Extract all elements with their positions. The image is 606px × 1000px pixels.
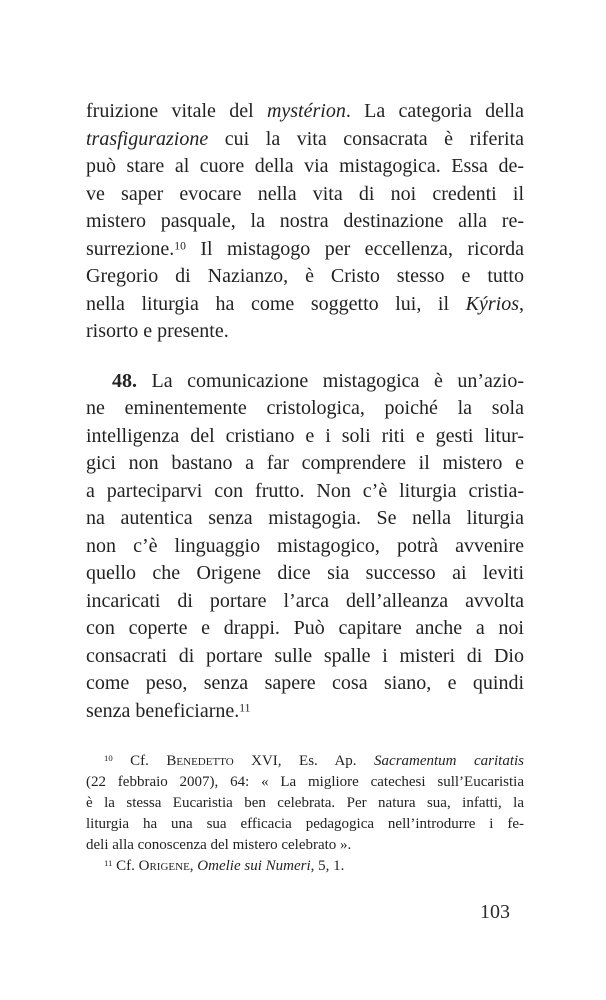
text-line [86,368,524,396]
paragraph-continuation [86,98,524,346]
text-segment: non c’è linguaggio mistagogico, potrà avvenire [86,534,524,557]
footnote-line [86,793,524,814]
text-line [86,533,524,561]
text-segment: na autentica senza mistagogia. Se nella liturgia [86,507,524,529]
footnote-10 [86,751,524,856]
superscript-note-ref: 11 [104,857,113,868]
superscript-note-ref: 11 [239,700,251,714]
footnote-line [86,751,524,772]
text-segment: cui la vita consacrata è riferita [208,127,524,150]
text-line [86,615,524,643]
text-segment: deli alla conoscenza del mistero celebrato ». [86,837,352,853]
text-segment: , 5, 1. [310,858,345,874]
superscript-note-ref: 10 [104,752,113,763]
text-line [86,126,524,154]
italic-title: Omelie sui Numeri [197,858,311,874]
text-segment: fruizione vitale del [86,100,267,122]
text-segment: XVI, Es. Ap. [233,753,375,769]
text-segment: . La categoria della [345,100,524,122]
paragraph-48 [86,368,524,726]
text-line [86,153,524,181]
text-segment: (22 febbraio 2007), 64: « La migliore catechesi sull’Eucaristia [86,774,524,790]
text-segment: , [189,858,198,874]
text-line [86,698,524,726]
page-number: 103 [480,901,510,923]
text-line [86,643,524,671]
text-segment: Cf. [112,753,167,769]
footnote-line [86,772,524,793]
text-line [86,395,524,423]
text-line [86,450,524,478]
footnote-11 [86,856,524,877]
italic-title: Sacramentum caritatis [374,753,525,769]
text-line [86,670,524,698]
text-segment: mistero pasquale, la nostra destinazione alla re- [86,210,524,232]
small-caps-name: Benedetto [166,753,234,769]
text-line [86,236,524,264]
text-line [86,291,524,319]
text-line [86,588,524,616]
text-segment: Gregorio di Nazianzo, è Cristo stesso e tutto [86,265,524,287]
text-segment: può stare al cuore della via mistagogica. Essa de- [86,155,524,177]
small-caps-name: Origene [138,858,190,874]
text-line [86,478,524,506]
text-segment: intelligenza del cristiano e i soli riti e gesti litur- [86,424,524,447]
text-line [86,98,524,126]
text-segment: a parteciparvi con frutto. Non c’è liturgia cristia- [86,479,524,502]
text-line [86,208,524,236]
superscript-note-ref: 10 [174,238,186,252]
text-line [86,318,524,346]
text-line [86,423,524,451]
text-segment: è la stessa Eucaristia ben celebrata. Per natura sua, infatti, la [86,795,524,811]
text-segment: surrezione. [86,237,175,260]
footnotes-section [86,751,524,877]
text-line [86,263,524,291]
italic-term: Kýrios [465,292,519,315]
footnote-line [86,856,524,877]
italic-term: mystérion [266,100,346,122]
text-segment: come peso, senza sapere cosa siano, e quindi [86,672,524,694]
text-segment: liturgia ha una sua efficacia pedagogica nell’introdurre i fe- [86,816,524,832]
text-segment: risorto e presente. [86,320,229,342]
text-segment: quello che Origene dice sia successo ai leviti [86,562,524,584]
text-segment: senza beneficiarne. [86,699,240,722]
text-segment: incaricati di portare l’arca dell’alleanza avvolta [86,589,524,612]
footnote-line [86,814,524,835]
text-segment: consacrati di portare sulle spalle i misteri di Dio [86,644,524,667]
text-segment: ve saper evocare nella vita di noi credenti il [86,182,524,205]
text-segment: ne eminentemente cristologica, poiché la sola [86,397,524,419]
text-line [86,505,524,533]
text-segment: con coperte e drappi. Può capitare anche a noi [86,617,524,639]
text-segment: Il mistagogo per eccellenza, ricorda [185,237,524,260]
bold-paragraph-number: 48. [112,369,137,392]
italic-term: trasfigurazione [86,127,209,150]
text-line [86,181,524,209]
text-segment: nella liturgia ha come soggetto lui, il [86,292,466,315]
text-segment: La comunicazione mistagogica è un’azio- [137,369,524,392]
text-segment: Cf. [112,858,139,874]
footnote-line [86,835,524,856]
text-segment: , [519,292,524,315]
text-segment: gici non bastano a far comprendere il mistero e [86,452,524,474]
text-line [86,560,524,588]
body-text-block [86,98,524,877]
